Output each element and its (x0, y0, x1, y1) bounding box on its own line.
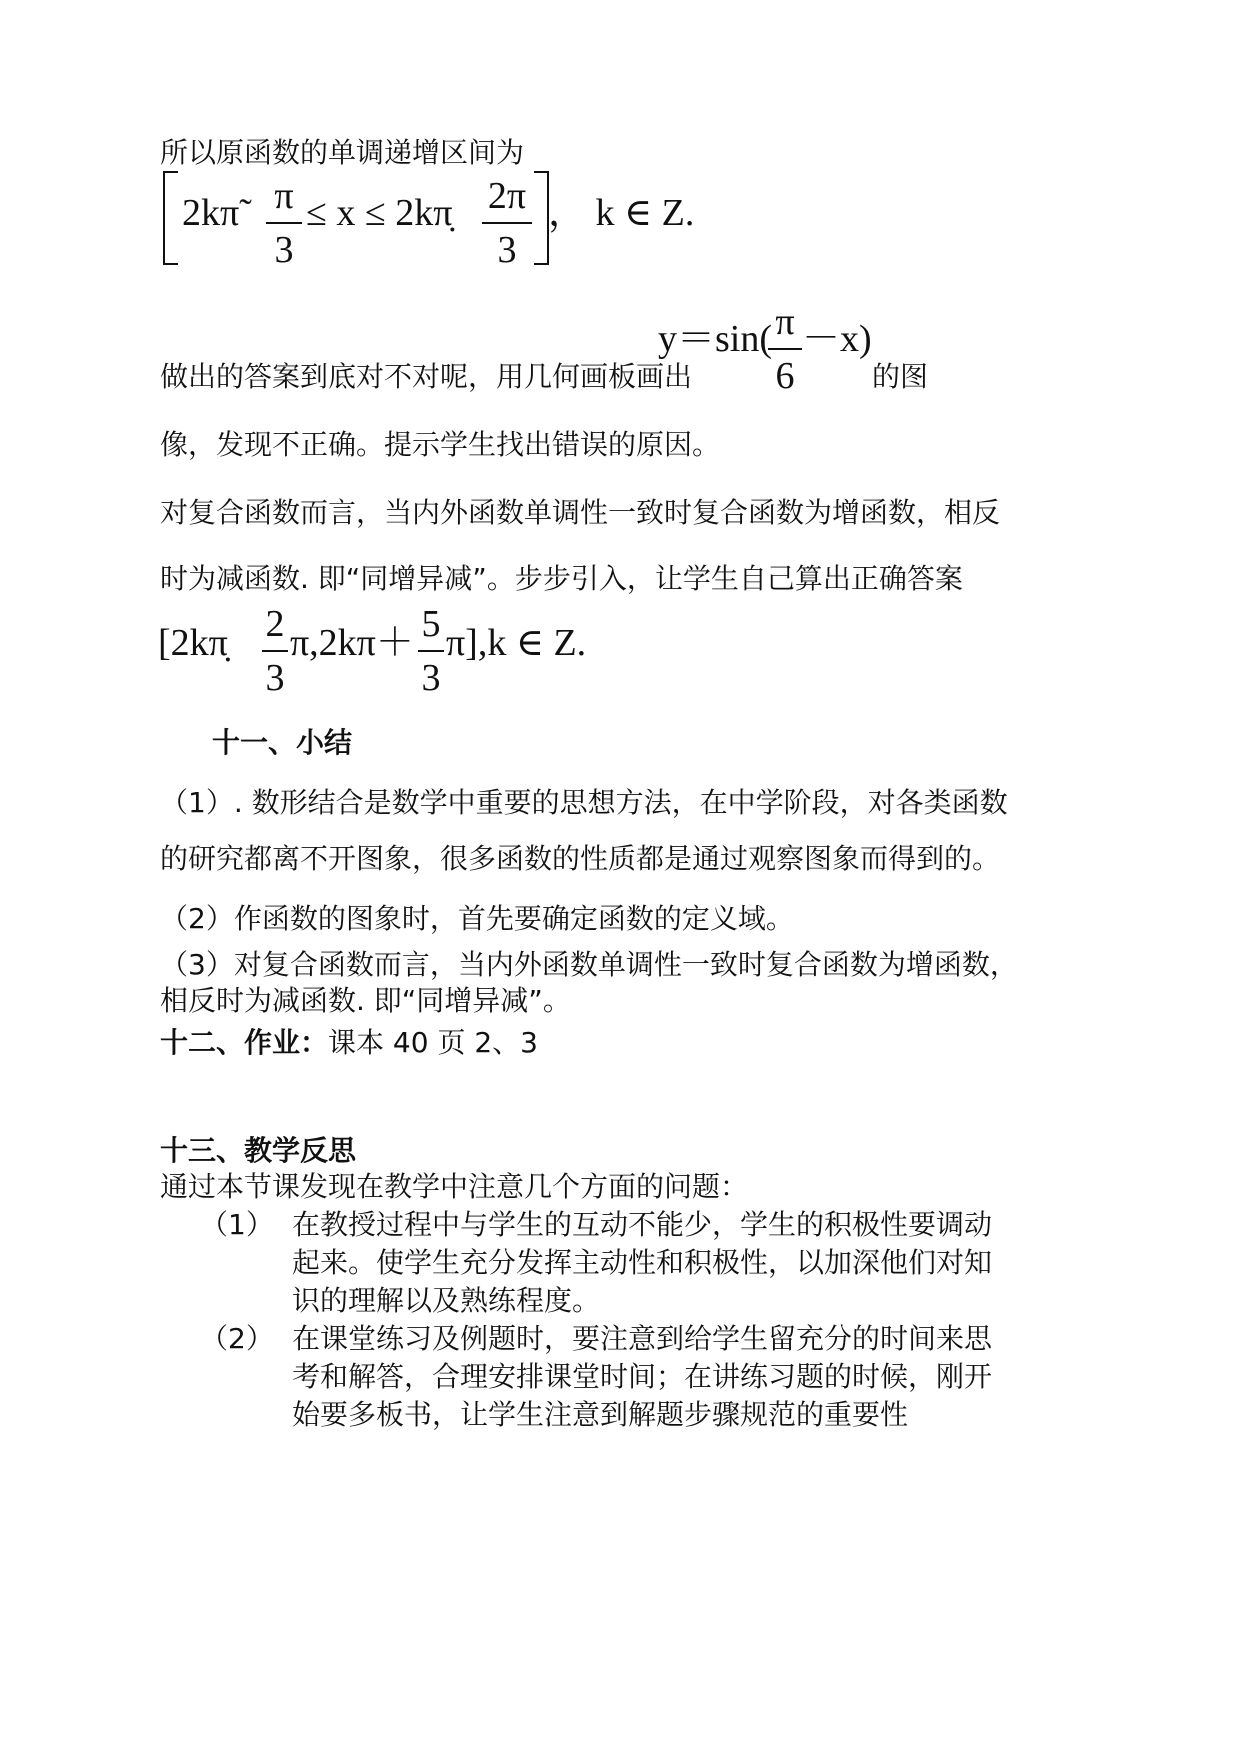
reflection-item-line: 识的理解以及熟练程度。 (292, 1284, 601, 1317)
text-line: 时为减函数. 即“同增异减”。步步引入，让学生自己算出正确答案 (160, 562, 963, 595)
fraction (482, 174, 532, 272)
formula-term: －x) (802, 318, 872, 360)
reflection-item-line: 在教授过程中与学生的互动不能少，学生的积极性要调动 (292, 1208, 993, 1241)
section-heading-reflection: 十三、教学反思 (160, 1134, 357, 1167)
text-line: 的图 (872, 360, 929, 393)
formula-term: [2kπ̣ (158, 622, 228, 664)
fraction-bar (482, 222, 532, 224)
reflection-intro: 通过本节课发现在教学中注意几个方面的问题： (160, 1170, 749, 1203)
summary-point: 相反时为减函数. 即“同增异减”。 (160, 984, 571, 1017)
text-line: 像，发现不正确。提示学生找出错误的原因。 (160, 428, 721, 461)
fraction-denominator: 3 (274, 229, 294, 271)
fraction-numerator: 5 (421, 603, 441, 645)
fraction-bar (768, 348, 802, 350)
summary-point: （2）作函数的图象时，首先要确定函数的定义域。 (160, 902, 794, 935)
homework-label: 十二、作业： (160, 1026, 329, 1059)
section-heading-summary: 十一、小结 (212, 726, 353, 759)
formula-term: 2kπ̃ (182, 192, 240, 234)
reflection-item-line: 在课堂练习及例题时，要注意到给学生留充分的时间来思 (292, 1322, 993, 1355)
reflection-item-number: （1） (200, 1208, 274, 1241)
formula-term: π],k ∈ Z. (446, 622, 587, 664)
text-line: 对复合函数而言，当内外函数单调性一致时复合函数为增函数，相反 (160, 496, 1001, 529)
summary-point: 的研究都离不开图象，很多函数的性质都是通过观察图象而得到的。 (160, 842, 1001, 875)
formula-term: π,2kπ＋ (290, 622, 414, 664)
fraction-bar (262, 650, 288, 652)
fraction-numerator: 2π (487, 175, 527, 217)
homework-text: 课本 40 页 2、3 (328, 1026, 538, 1059)
fraction-denominator: 3 (497, 229, 517, 271)
summary-point: （1）. 数形结合是数学中重要的思想方法，在中学阶段，对各类函数 (160, 786, 1008, 819)
reflection-item-line: 考和解答，合理安排课堂时间；在讲练习题的时候，刚开 (292, 1360, 993, 1393)
reflection-item-line: 始要多板书，让学生注意到解题步骤规范的重要性 (292, 1398, 909, 1431)
fraction-numerator: π (775, 301, 795, 343)
fraction-denominator: 3 (265, 657, 285, 699)
fraction-numerator: π (274, 175, 294, 217)
fraction-bar (266, 222, 302, 224)
reflection-item-number: （2） (200, 1322, 274, 1355)
formula-term: y＝sin( (658, 318, 773, 360)
fraction (262, 602, 288, 700)
fraction (768, 300, 802, 398)
text-line: 做出的答案到底对不对呢，用几何画板画出 (160, 360, 693, 393)
formula-term: ≤ x ≤ 2kπ̣ (306, 192, 453, 234)
summary-point: （3）对复合函数而言，当内外函数单调性一致时复合函数为增函数， (160, 948, 1018, 981)
fraction-denominator: 3 (421, 657, 441, 699)
formula-term: ， k ∈ Z. (548, 192, 695, 234)
homework-line (160, 1026, 538, 1060)
fraction-bar (418, 650, 444, 652)
fraction-denominator: 6 (775, 355, 795, 397)
fraction-numerator: 2 (265, 603, 285, 645)
left-bracket-icon (160, 168, 182, 268)
fraction (418, 602, 444, 700)
reflection-item-line: 起来。使学生充分发挥主动性和积极性，以加深他们对知 (292, 1246, 993, 1279)
text-line: 所以原函数的单调递增区间为 (160, 136, 525, 169)
fraction (266, 174, 302, 272)
